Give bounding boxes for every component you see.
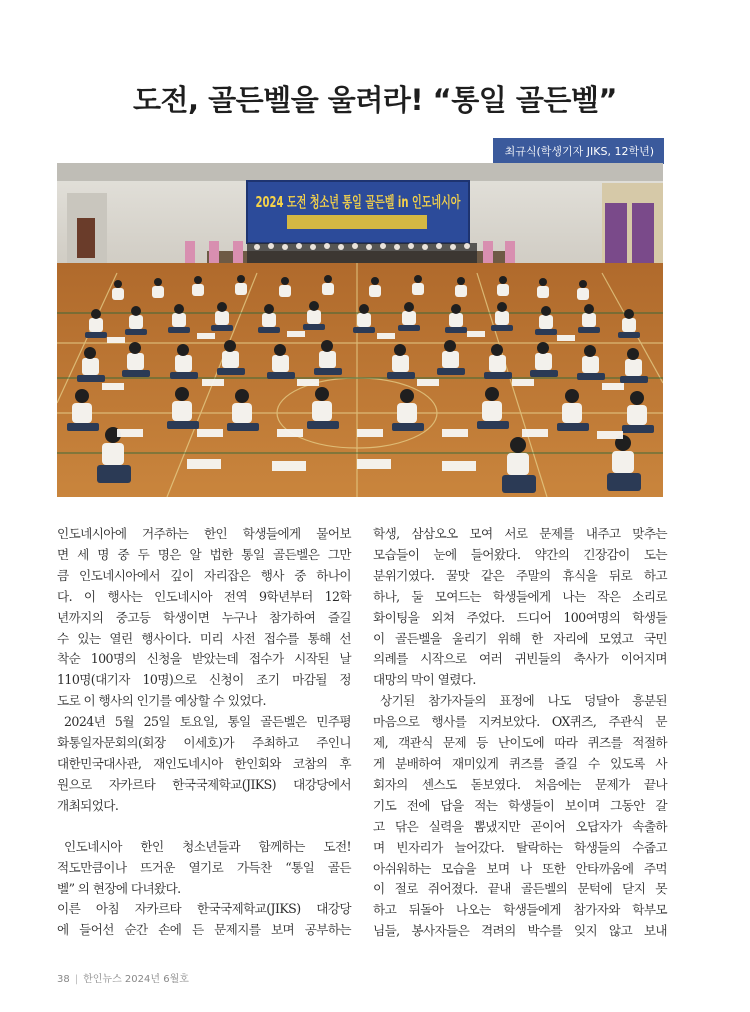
text-line: 하나, 둘 모여드는 학생들에게 나는 작은 소리로 <box>373 588 667 604</box>
article-column-left <box>57 524 351 941</box>
text-line: 수 있는 열린 행사이다. 미리 사전 접수를 통해 선 <box>57 630 351 646</box>
text-line: 대한민국대사관, 재인도네시아 한인회와 코참의 후 <box>57 755 351 771</box>
text-line: 제, 객관식 문제 등 난이도에 따라 퀴즈를 적절하 <box>373 735 667 751</box>
page-number: 38 <box>57 974 70 985</box>
text-line: 인도네시아 한인 청소년들과 함께하는 도전! <box>64 838 351 854</box>
text-line: 개최되었다. <box>57 797 119 813</box>
text-line: 인도네시아에 거주하는 한인 학생들에게 물어보 <box>57 526 351 541</box>
text-line: 하고 뒤돌아 나오는 학생들에게 참가자와 학부모 <box>373 902 667 918</box>
text-line: 도로 이 행사의 인기를 예상할 수 있었다. <box>57 693 266 709</box>
text-line: 기도 전에 답을 적는 학생들이 보이며 그동안 갈 <box>373 797 667 813</box>
publication-name: 한인뉴스 2024년 6월호 <box>83 974 189 985</box>
text-line: 고 닦은 실력을 뽐냈지만 곧이어 오답자가 속출하 <box>373 818 667 834</box>
page-footer: 38 | 한인뉴스 2024년 6월호 <box>57 974 189 985</box>
text-line: 대망의 막이 열렸다. <box>373 672 476 688</box>
banner-text: 2024 도전 청소년 통일 골든벨 in 인도네시아 <box>255 193 461 211</box>
event-photo <box>57 163 663 497</box>
text-line: 상기된 참가자들의 표정에 나도 덩달아 흥분된 <box>380 693 667 709</box>
stage-banner <box>247 181 469 243</box>
text-line: 적도만큼이나 뜨거운 열기로 가득찬 “통일 골든 <box>57 859 351 875</box>
text-line: 의례를 시작으로 여러 귀빈들의 축사가 이어지며 <box>373 651 667 667</box>
text-line: 착순 100명의 신청을 받았는데 접수가 시작된 날 <box>57 651 351 667</box>
text-line: 년까지의 중고등 학생이면 누구나 참가하여 즐길 <box>57 609 351 625</box>
text-line: 벨” 의 현장에 다녀왔다. <box>57 880 181 896</box>
text-line: 게 분배하여 재미있게 퀴즈를 즐길 수 있도록 사 <box>373 755 667 771</box>
text-line: 님들, 봉사자들은 격려의 박수를 잊지 않고 보내 <box>373 923 667 939</box>
author-byline: 최규식(학생기자 JIKS, 12학년) <box>493 138 664 164</box>
text-line: 2024년 5월 25일 토요일, 통일 골든벨은 민주평 <box>64 714 351 730</box>
text-line: 며 빈자리가 늘어갔다. 탈락하는 학생들의 수줍고 <box>373 839 667 855</box>
text-line: 화이팅을 외쳐 주었다. 드디어 100여명의 학생들 <box>373 609 667 625</box>
text-line: 학생, 삼삼오오 모여 서로 문제를 내주고 맞추는 <box>373 526 667 541</box>
text-line: 모습들이 눈에 들어왔다. 약간의 긴장감이 도는 <box>373 546 667 562</box>
article-title: 도전, 골든벨을 울려라! “통일 골든벨” <box>133 83 617 117</box>
text-line: 회자의 센스도 돋보였다. 처음에는 문제가 끝나 <box>373 776 667 792</box>
text-line: 마음으로 행사를 지켜보았다. OX퀴즈, 주관식 문 <box>373 714 667 730</box>
text-line: 원으로 자카르타 한국국제학교(JIKS) 대강당에서 <box>57 776 351 792</box>
text-line: 이 절로 쥐어졌다. 끝내 골든벨의 문턱에 닫지 못 <box>373 881 667 897</box>
text-line: 에 들어선 순간 손에 든 문제지를 보며 공부하는 <box>57 922 351 938</box>
text-line: 다. 이 행사는 인도네시아 전역 9학년부터 12학 <box>57 588 351 604</box>
text-line: 큼 인도네시아에서 깊이 자리잡은 행사 중 하나이 <box>57 567 351 583</box>
text-line: 아쉬워하는 모습을 보며 나 또한 안타까움에 주먹 <box>373 860 667 876</box>
text-line: 화통일자문회의(회장 이세호)가 주최하고 주인니 <box>57 735 351 751</box>
text-line: 이른 아침 자카르타 한국국제학교(JIKS) 대강당 <box>57 901 351 917</box>
article-column-right <box>373 524 667 942</box>
text-line: 분위기였다. 꿀맛 같은 주말의 휴식을 뒤로 하고 <box>373 567 667 583</box>
text-line: 면 세 명 중 두 명은 알 법한 통일 골든벨은 그만 <box>57 546 351 562</box>
text-line: 110명(대기자 10명)으로 신청이 조기 마감될 정 <box>57 672 351 688</box>
text-line: 이 골든벨을 울리기 위해 한 자리에 모였고 국민 <box>373 630 667 646</box>
